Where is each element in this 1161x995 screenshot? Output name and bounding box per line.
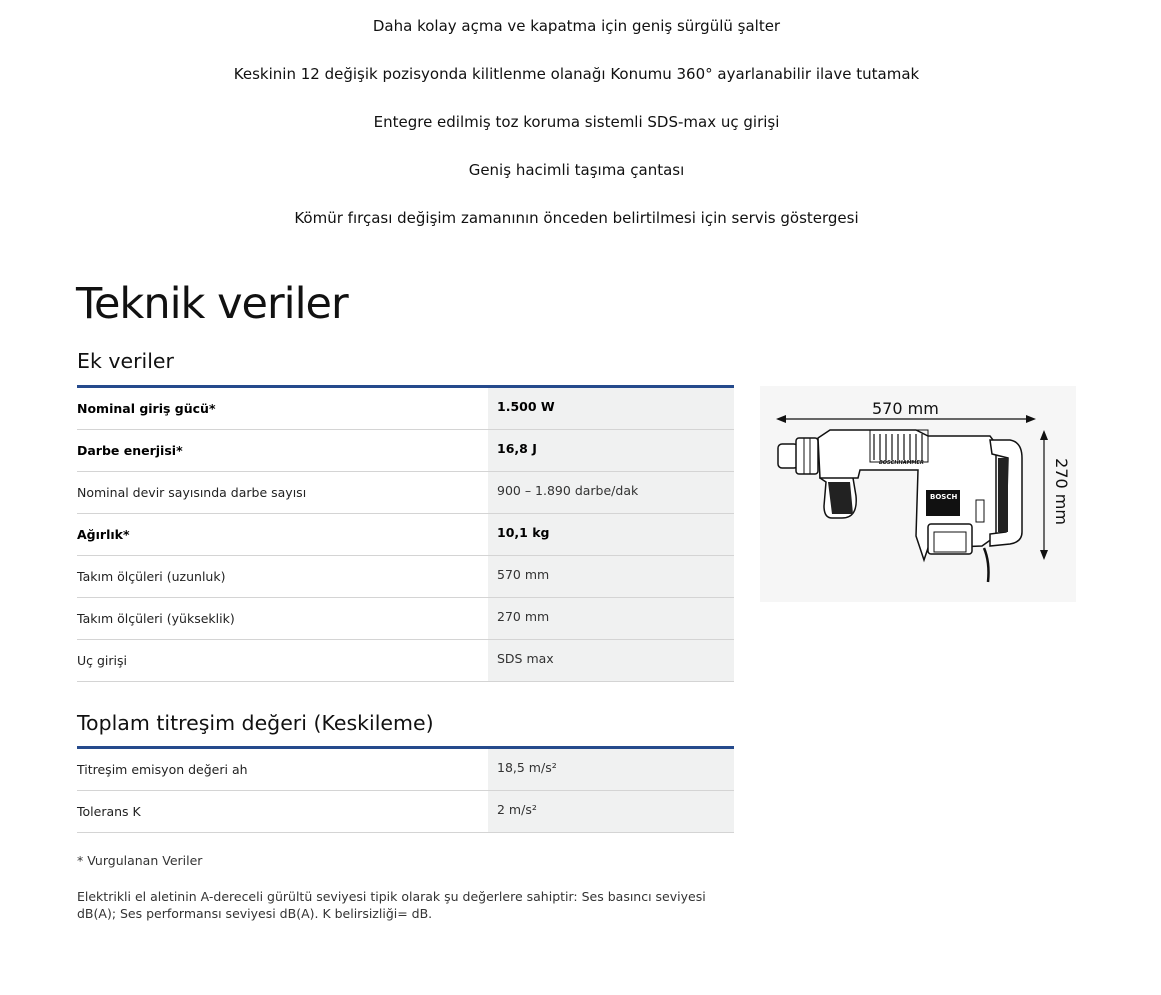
spec-value: 900 – 1.890 darbe/dak: [488, 472, 734, 513]
spec-value: 1.500 W: [488, 388, 734, 429]
table-row: [77, 749, 734, 791]
section-title-ek-veriler: Ek veriler: [77, 349, 174, 373]
spec-table-titresim: [77, 746, 734, 833]
table-row: [77, 791, 734, 833]
brand-label: BOSCH: [930, 493, 958, 501]
table-row: [77, 430, 734, 472]
table-row: [77, 640, 734, 682]
page-title: Teknik veriler: [76, 279, 348, 329]
demolition-hammer-icon: [760, 386, 1076, 602]
spec-label: Nominal devir sayısında darbe sayısı: [77, 485, 307, 500]
spec-label: Takım ölçüleri (yükseklik): [77, 611, 235, 626]
spec-value: 2 m/s²: [488, 791, 734, 832]
height-dimension-label: 270 mm: [1051, 458, 1071, 525]
highlighted-data-footnote: * Vurgulanan Veriler: [77, 853, 203, 868]
spec-label: Darbe enerjisi*: [77, 443, 183, 458]
feature-item: Geniş hacimli taşıma çantası: [468, 161, 685, 179]
table-row: [77, 598, 734, 640]
spec-label: Nominal giriş gücü*: [77, 401, 216, 416]
feature-item: Keskinin 12 değişik pozisyonda kilitlenme olanağı Konumu 360° ayarlanabilir ilave tutamak: [233, 65, 920, 83]
spec-label: Uç girişi: [77, 653, 127, 668]
length-dimension-label: 570 mm: [872, 399, 939, 418]
spec-label: Ağırlık*: [77, 527, 130, 542]
spec-label: Tolerans K: [77, 804, 141, 819]
feature-item: Daha kolay açma ve kapatma için geniş sürgülü şalter: [372, 17, 781, 35]
table-row: [77, 472, 734, 514]
section-title-titresim: Toplam titreşim değeri (Keskileme): [77, 711, 434, 735]
spec-table-ek-veriler: [77, 385, 734, 682]
tool-dimension-figure: [760, 386, 1076, 602]
spec-value: 18,5 m/s²: [488, 749, 734, 790]
spec-label: Titreşim emisyon değeri ah: [77, 762, 248, 777]
table-row: [77, 388, 734, 430]
table-row: [77, 514, 734, 556]
feature-item: Kömür fırçası değişim zamanının önceden belirtilmesi için servis göstergesi: [294, 209, 859, 227]
spec-value: 270 mm: [488, 598, 734, 639]
noise-level-footnote: Elektrikli el aletinin A-dereceli gürültü seviyesi tipik olarak şu değerlere sahiptir: Ses basıncı seviyesi dB(A); Ses performansı seviyesi dB(A). K belirsizliği= dB.: [77, 889, 706, 921]
table-row: [77, 556, 734, 598]
spec-value: SDS max: [488, 640, 734, 681]
product-label: BOSCHHAMMER: [879, 460, 924, 466]
spec-value: 16,8 J: [488, 430, 734, 471]
spec-value: 570 mm: [488, 556, 734, 597]
feature-item: Entegre edilmiş toz koruma sistemli SDS-max uç girişi: [373, 113, 780, 131]
spec-label: Takım ölçüleri (uzunluk): [77, 569, 226, 584]
spec-value: 10,1 kg: [488, 514, 734, 555]
